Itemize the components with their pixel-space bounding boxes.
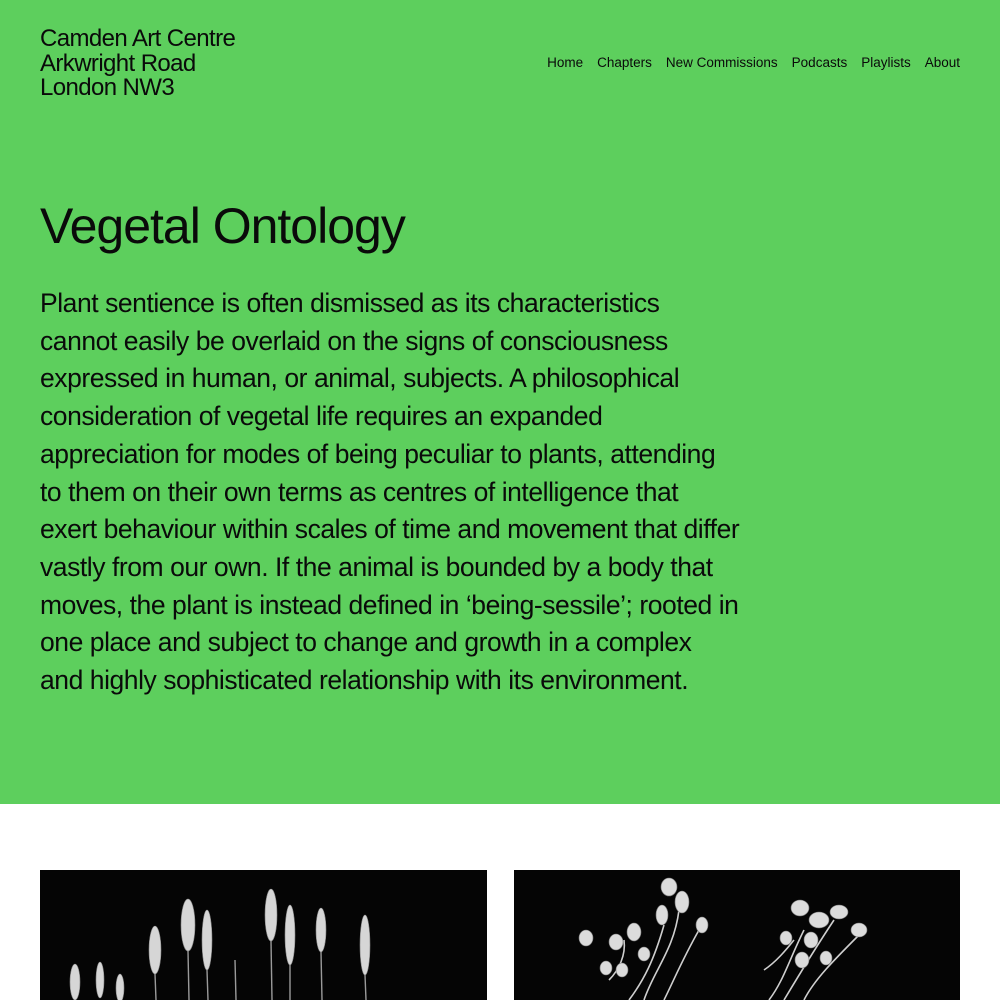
main-nav	[547, 54, 960, 72]
page-title: Vegetal Ontology	[40, 198, 405, 254]
nav-podcasts[interactable]: Podcasts	[791, 55, 848, 70]
flower-buds-image[interactable]	[514, 870, 961, 1000]
flower-buds-illustration	[514, 870, 961, 1000]
nav-playlists[interactable]: Playlists	[861, 55, 911, 70]
address-line-1: Camden Art Centre	[40, 25, 236, 52]
site-address[interactable]	[40, 27, 235, 101]
nav-about[interactable]: About	[924, 55, 960, 70]
plant-stalks-image[interactable]	[40, 870, 487, 1000]
nav-new-commissions[interactable]: New Commissions	[665, 55, 778, 70]
nav-home[interactable]: Home	[547, 55, 584, 70]
address-line-2: Arkwright Road	[40, 49, 196, 77]
nav-chapters[interactable]: Chapters	[597, 55, 652, 70]
image-gallery	[40, 870, 960, 1000]
plant-stalks-illustration	[40, 870, 487, 1000]
address-line-3: London NW3	[40, 74, 175, 101]
intro-paragraph: Plant sentience is often dismissed as its characteristics cannot easily be overlaid on the signs of consciousness expressed in human, or animal, subjects. A philosophical consideration of vegetal life requires an expanded appreciation for modes of being peculiar to plants, attending to them on their own terms as centres of intelligence that exert behaviour within scales of time and movement that differ vastly from our own. If the animal is bounded by a body that moves, the plant is instead defined in ‘being-sessile’; rooted in one place and subject to change and growth in a complex and highly sophisticated relationship with its environment.	[40, 288, 740, 696]
